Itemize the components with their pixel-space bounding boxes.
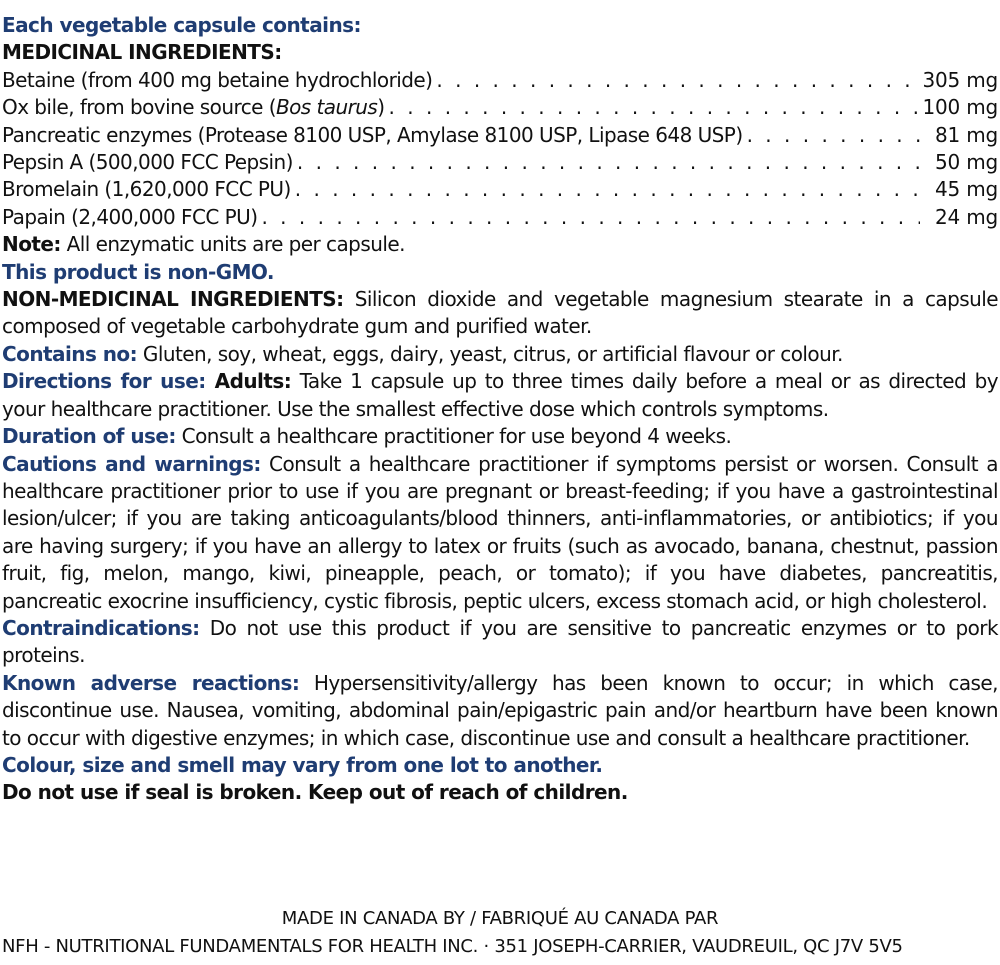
ingredient-amount: 305 mg [922,67,998,92]
ingredient-name: Pancreatic enzymes (Protease 8100 USP, Amylase 8100 USP, Lipase 648 USP) [2,122,743,147]
directions-text: Take 1 capsule up to three times daily before a meal or as directed by your healthcare practitioner. Use the smallest effective dose which controls symptoms. [2,369,999,421]
adverse-reactions-section [2,670,998,752]
dot-leader [261,204,920,231]
ingredient-amount: 50 mg [935,150,998,175]
adults-label: Adults: [205,369,292,394]
ingredient-row [2,67,998,94]
dot-leader [436,67,918,94]
cautions-label: Cautions and warnings: [2,451,261,476]
note-line [2,231,998,258]
manufacturer-footer [0,905,1000,961]
ingredient-name: Ox bile, from bovine source (Bos taurus) [2,95,385,120]
dot-leader [747,122,920,149]
non-medicinal-label: NON-MEDICINAL INGREDIENTS: [2,287,344,312]
non-medicinal-section [2,286,998,341]
directions-section [2,368,998,423]
contraindications-section [2,615,998,670]
ingredient-amount: 81 mg [935,122,998,147]
note-text: All enzymatic units are per capsule. [60,232,405,257]
duration-label: Duration of use: [2,424,176,449]
ingredient-row [2,122,998,149]
dot-leader [295,176,920,203]
ingredient-amount: 45 mg [935,177,998,202]
ingredient-name: Pepsin A (500,000 FCC Pepsin) [2,150,293,175]
cautions-text: Consult a healthcare practitioner if symptoms persist or worsen. Consult a healthcare practitioner prior to use if you are pregnant or breast-feeding; if you have a gastrointestinal lesion/ulcer; if you are taking anticoagulants/blood thinners, anti-inflammatories, or antibiotics; if you are having surgery; if you have an allergy to latex or fruits (such as avocado, banana, chestnut, passion fruit, fig, melon, mango, kiwi, pineapple, peach, or tomato); if you have diabetes, pancreatitis, pancreatic exocrine insufficiency, cystic fibrosis, peptic ulcers, excess stomach acid, or high cholesterol. [2,451,998,613]
ingredient-row [2,94,998,121]
ingredient-row [2,204,998,231]
ingredient-amount: 100 mg [922,95,998,120]
contraindications-text: Do not use this product if you are sensitive to pancreatic enzymes or to pork proteins. [2,615,998,668]
ingredient-name: Papain (2,400,000 FCC PU) [2,204,258,229]
company-address-line: NFH - NUTRITIONAL FUNDAMENTALS FOR HEALTH INC. · 351 JOSEPH-CARRIER, VAUDREUIL, QC J7V 5V5 [2,936,903,957]
contains-no-text: Gluten, soy, wheat, eggs, dairy, yeast, citrus, or artificial flavour or colour. [137,341,843,366]
colour-notice: Colour, size and smell may vary from one lot to another. [2,752,603,777]
ingredient-name: Bromelain (1,620,000 FCC PU) [2,177,291,202]
capsule-heading: Each vegetable capsule contains: [2,13,361,37]
ingredient-amount: 24 mg [935,204,998,229]
duration-text: Consult a healthcare practitioner for use beyond 4 weeks. [175,424,732,449]
non-gmo-statement: This product is non-GMO. [2,259,274,284]
ingredient-row [2,176,998,203]
medicinal-ingredients-heading: MEDICINAL INGREDIENTS: [2,40,282,65]
contains-no-section [2,341,998,368]
contains-no-label: Contains no: [2,341,138,366]
duration-section [2,423,998,450]
contraindications-label: Contraindications: [2,615,200,640]
adverse-reactions-label: Known adverse reactions: [2,670,300,695]
directions-label: Directions for use: [2,369,206,394]
non-medicinal-text: Silicon dioxide and vegetable magnesium stearate in a capsule composed of vegetable carbohydrate gum and purified water. [2,287,999,339]
ingredient-row [2,149,998,176]
dot-leader [389,94,919,121]
cautions-section [2,451,998,615]
dot-leader [297,149,920,176]
adverse-reactions-text: Hypersensitivity/allergy has been known to occur; in which case, discontinue use. Nausea, vomiting, abdominal pain/epigastric pain and/or heartburn have been known to occur with digestive enzymes; in which case, discontinue use and consult a healthcare practitioner. [2,670,998,750]
ingredient-name: Betaine (from 400 mg betaine hydrochloride) [2,67,433,92]
product-label-text [2,12,998,807]
seal-notice: Do not use if seal is broken. Keep out of reach of children. [2,780,628,805]
note-label: Note: [2,232,61,257]
made-in-line: MADE IN CANADA BY / FABRIQUÉ AU CANADA PAR [281,908,719,929]
